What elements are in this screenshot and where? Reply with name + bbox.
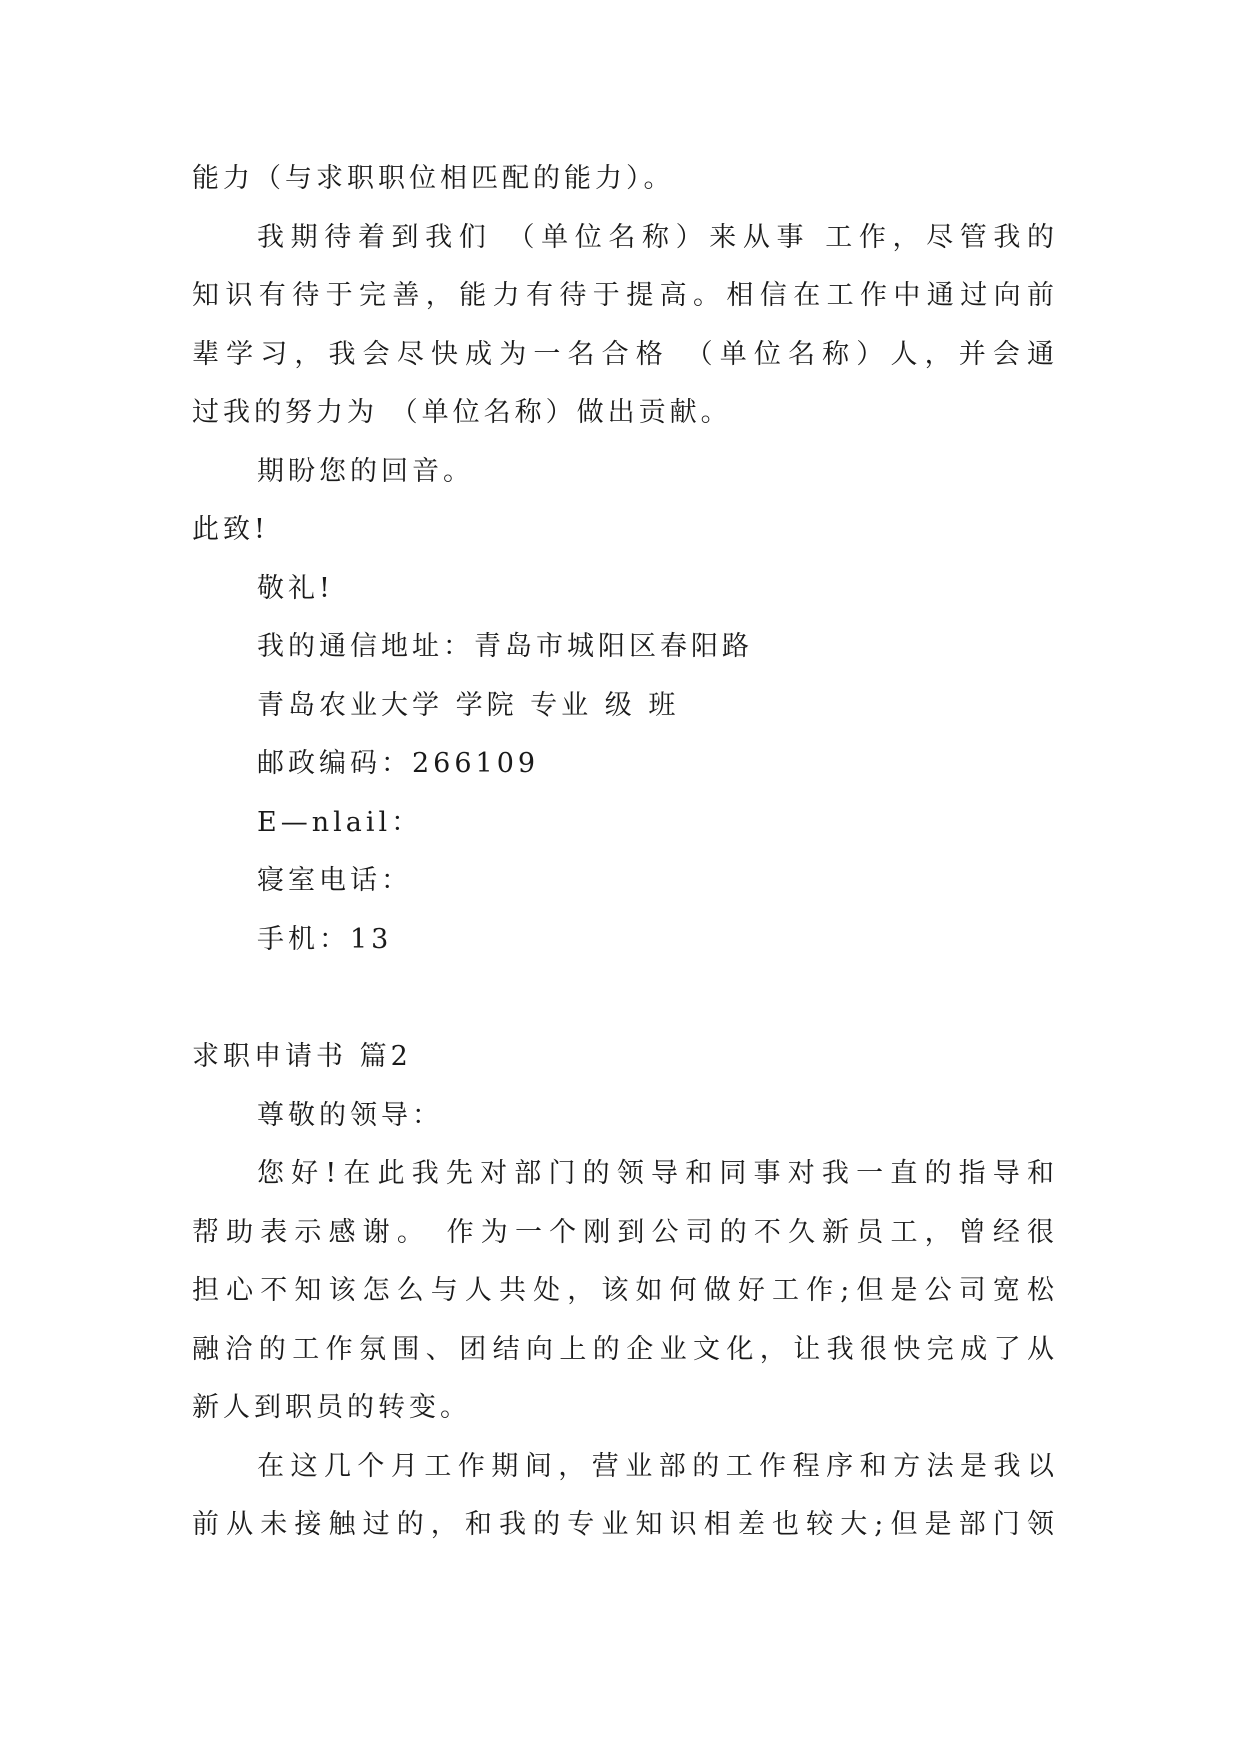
- section-gap: [192, 969, 1058, 1028]
- section-title: 求职申请书 篇2: [192, 1041, 412, 1072]
- contact-email: E—nlail：: [257, 806, 423, 838]
- contact-address: 我的通信地址：青岛市城阳区春阳路: [257, 631, 753, 662]
- paragraph-line: 您好!在此我先对部门的领导和同事对我一直的指导和: [257, 1158, 1058, 1189]
- contact-dorm-phone: 寝室电话：: [257, 865, 412, 896]
- paragraph-line: 担心不知该怎么与人共处，该如何做好工作;但是公司宽松: [192, 1275, 1058, 1306]
- paragraph-line: 在这几个月工作期间，营业部的工作程序和方法是我以: [257, 1450, 1058, 1482]
- paragraph-line: 能力（与求职职位相匹配的能力）。: [192, 163, 675, 194]
- contact-mobile: 手机：13: [257, 923, 393, 955]
- paragraph-line: 前从未接触过的，和我的专业知识相差也较大;但是部门领: [192, 1509, 1058, 1540]
- paragraph-line: 帮助表示感谢。 作为一个刚到公司的不久新员工，曾经很: [192, 1216, 1058, 1248]
- closing-salutation: 此致!: [192, 514, 269, 545]
- paragraph-line: 融洽的工作氛围、团结向上的企业文化，让我很快完成了从: [192, 1333, 1058, 1365]
- contact-postcode: 邮政编码：266109: [257, 748, 540, 779]
- paragraph-line: 新人到职员的转变。: [192, 1392, 471, 1423]
- document-page: [192, 150, 1058, 1555]
- paragraph-line: 知识有待于完善，能力有待于提高。相信在工作中通过向前: [192, 280, 1058, 311]
- paragraph-line: 我期待着到我们 （单位名称）来从事 工作，尽管我的: [257, 221, 1058, 253]
- contact-school: 青岛农业大学 学院 专业 级 班: [257, 689, 680, 721]
- greeting: 尊敬的领导：: [257, 1099, 443, 1131]
- paragraph-line: 过我的努力为 （单位名称）做出贡献。: [192, 397, 732, 428]
- paragraph-line: 期盼您的回音。: [257, 455, 474, 487]
- paragraph-line: 辈学习，我会尽快成为一名合格 （单位名称）人，并会通: [192, 338, 1058, 370]
- closing-regards: 敬礼!: [257, 572, 334, 604]
